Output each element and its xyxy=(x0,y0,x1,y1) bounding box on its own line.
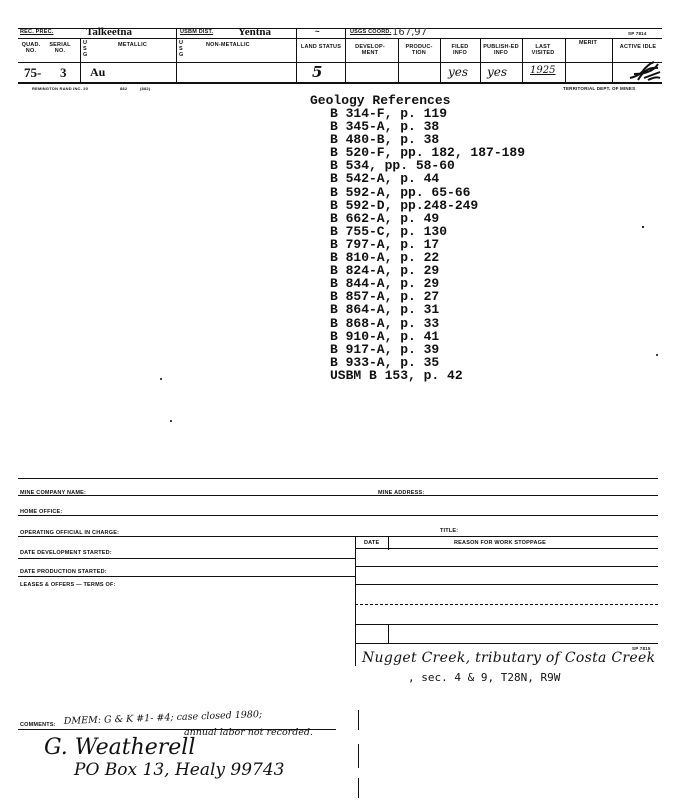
home-office-label: HOME OFFICE: xyxy=(20,509,63,515)
reference-item: B 542-A, p. 44 xyxy=(330,171,440,187)
col-production: PRODUC-TION xyxy=(405,44,433,56)
location-handwritten: Nugget Creek, tributary of Costa Creek xyxy=(362,650,656,666)
leases-label: LEASES & OFFERS — TERMS OF: xyxy=(20,582,116,588)
row-filed-info: yes xyxy=(448,65,469,79)
comments-line2: annual labor not recorded. xyxy=(184,727,314,738)
reference-item: USBM B 153, p. 42 xyxy=(330,367,463,383)
row-serial: 3 xyxy=(60,65,67,80)
tilde-mark: ~ xyxy=(315,27,320,36)
rec-prec-value: Talkeetna xyxy=(86,26,133,38)
reference-item: B 480-B, p. 38 xyxy=(330,132,440,148)
title-label: TITLE: xyxy=(440,528,459,534)
form-number: SP 7814 xyxy=(628,31,647,36)
reference-item: B 917-A, p. 39 xyxy=(330,341,440,357)
col-development: DEVELOP-MENT xyxy=(355,44,385,56)
col-nonmetallic: NON-METALLIC xyxy=(206,42,250,48)
comments-name: G. Weatherell xyxy=(44,735,196,760)
reference-item: B 520-F, pp. 182, 187-189 xyxy=(330,145,526,161)
reference-item: B 844-A, p. 29 xyxy=(330,276,440,292)
usgs-coord-label: USGS COORD. xyxy=(350,29,392,35)
reference-item: B 910-A, p. 41 xyxy=(330,328,440,344)
reference-item: B 314-F, p. 119 xyxy=(330,106,448,121)
col-metallic: METALLIC xyxy=(118,42,147,48)
location-typed: , sec. 4 & 9, T28N, R9W xyxy=(408,671,561,684)
reference-item: B 857-A, p. 27 xyxy=(330,289,440,305)
col-merit: MERIT xyxy=(578,40,598,46)
reference-item: B 592-D, pp.248-249 xyxy=(330,197,479,213)
references-title: Geology References xyxy=(310,93,451,108)
reference-item: B 824-A, p. 29 xyxy=(330,263,440,279)
date-label: DATE xyxy=(364,540,380,546)
col-filed-info: FILED INFO xyxy=(451,44,469,56)
row-published-info: yes xyxy=(487,65,508,79)
usbm-dist-label: USBM DIST. xyxy=(180,29,214,35)
code1: 882 xyxy=(120,86,128,91)
col-usg-metallic: U S G xyxy=(83,40,88,58)
usbm-dist-value: Yentna xyxy=(238,26,272,38)
reference-item: B 810-A, p. 22 xyxy=(330,250,440,266)
code2: (882) xyxy=(140,86,151,91)
reference-item: B 345-A, p. 38 xyxy=(330,119,440,135)
form-number-2: SP 7815 xyxy=(632,646,651,651)
col-active-idle: ACTIVE IDLE xyxy=(619,44,657,50)
reference-item: B 864-A, p. 31 xyxy=(330,302,440,318)
usgs-coord-value: 167,97 xyxy=(392,27,427,38)
row-last-visited: 1925 xyxy=(530,65,556,76)
row-land-status: 5 xyxy=(312,63,323,81)
printer-label: REMINGTON RAND INC. 20 xyxy=(32,86,89,91)
operating-official-label: OPERATING OFFICIAL IN CHARGE: xyxy=(20,530,120,536)
references-list xyxy=(330,107,525,382)
scribble-mark xyxy=(628,60,662,82)
col-last-visited: LAST VISITED xyxy=(531,44,555,56)
comments-line1: DMEM: G & K #1- #4; case closed 1980; xyxy=(63,709,263,727)
row-metallic: Au xyxy=(90,65,106,79)
dept-label: TERRITORIAL DEPT. OF MINES xyxy=(563,86,636,91)
date-development-label: DATE DEVELOPMENT STARTED: xyxy=(20,550,112,556)
reference-item: B 755-C, p. 130 xyxy=(330,223,448,239)
reference-item: B 797-A, p. 17 xyxy=(330,236,440,252)
mine-company-name-label: MINE COMPANY NAME: xyxy=(20,490,87,496)
row-quad: 75- xyxy=(24,65,42,80)
comments-label: COMMENTS: xyxy=(20,722,56,728)
col-quad-no: QUAD. NO. xyxy=(21,42,41,54)
reference-item: B 662-A, p. 49 xyxy=(330,210,440,226)
rec-prec-label: REC. PREC. xyxy=(20,29,54,35)
mine-address-label: MINE ADDRESS: xyxy=(378,490,425,496)
reason-label: REASON FOR WORK STOPPAGE xyxy=(454,540,546,546)
col-land-status: LAND STATUS xyxy=(300,44,342,50)
comments-address: PO Box 13, Healy 99743 xyxy=(74,760,285,780)
col-usg-nonmetallic: U S G xyxy=(179,40,184,58)
reference-item: B 534, pp. 58-60 xyxy=(330,158,455,174)
col-serial-no: SERIAL NO. xyxy=(49,42,71,54)
date-production-label: DATE PRODUCTION STARTED: xyxy=(20,569,107,575)
reference-item: B 592-A, pp. 65-66 xyxy=(330,184,471,200)
reference-item: B 933-A, p. 35 xyxy=(330,354,440,370)
reference-item: B 868-A, p. 33 xyxy=(330,315,440,331)
col-published-info: PUBLISH-ED INFO xyxy=(483,44,519,56)
